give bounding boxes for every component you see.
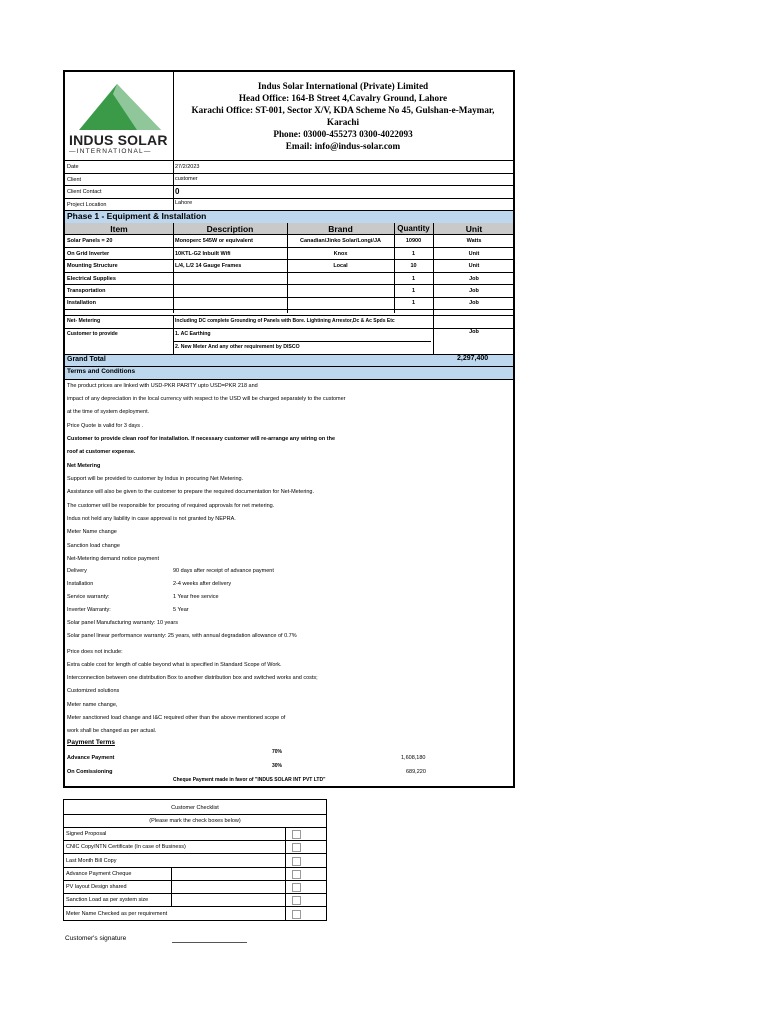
checkbox[interactable] (292, 910, 301, 919)
row-unit: Job (469, 300, 479, 306)
checkbox[interactable] (292, 870, 301, 879)
checklist-item: CNIC Copy/NTN Certificate (In case of Business) (66, 844, 186, 850)
provide-item-1: 1. AC Earthing (175, 331, 211, 337)
client-value: customer (175, 176, 198, 182)
exclude-line: work shall be changed as per actual. (67, 728, 157, 734)
net-metering-title: Net Metering (67, 463, 101, 469)
row-description: Monoperc 545W or equivalent (175, 238, 253, 244)
project-location-label: Project Location (67, 202, 107, 208)
row-item: Installation (67, 300, 97, 306)
checklist-title: Customer Checklist (171, 805, 219, 811)
kv-value: 2-4 weeks after delivery (173, 581, 232, 587)
row-quantity: 1 (411, 276, 416, 282)
phone: Phone: 03000-455273 0300-4022093 (273, 129, 413, 139)
karachi-office-city: Karachi (326, 117, 360, 127)
row-unit: Job (469, 276, 479, 282)
exclude-line: Price does not include: (67, 649, 123, 655)
quotation-sheet (63, 70, 515, 788)
net-metering-label: Net- Metering (67, 318, 101, 324)
kv-value: 90 days after receipt of advance payment (173, 568, 274, 574)
company-header (173, 72, 513, 160)
header-unit: Unit (465, 224, 483, 234)
logo-subtext: —INTERNATIONAL— (69, 148, 152, 155)
net-line: Indus not held any liability in case approval is not granted by NEPRA. (67, 516, 236, 522)
net-line: Sanction load change (67, 543, 120, 549)
net-metering-note: Including DC complete Grounding of Panels with Bore. Lightining Arrestor,Dc & Ac Spds Etc (175, 318, 395, 324)
checklist-item: Meter Name Checked as per requirement (66, 911, 168, 917)
terms-line: impact of any depreciation in the local currency with respect to the USD will be charged separately to the customer (67, 396, 346, 402)
advance-payment-amount: 1,608,180 (401, 755, 426, 761)
cheque-note: Cheque Payment made in favor of "INDUS SOLAR INT PVT LTD" (173, 777, 326, 783)
terms-title: Terms and Conditions (67, 368, 136, 375)
commissioning-label: On Comissioning (67, 769, 113, 775)
commissioning-percent: 30% (272, 763, 283, 769)
phase-title: Phase 1 - Equipment & Installation (67, 211, 207, 221)
client-label: Client (67, 177, 82, 183)
provide-item-2: 2. New Meter And any other requirement by DISCO (175, 344, 300, 350)
row-unit: Unit (468, 263, 480, 269)
row-item: Mounting Structure (67, 263, 118, 269)
project-location-value: Lahore (175, 200, 193, 206)
net-line: Net-Metering demand notice payment (67, 556, 160, 562)
checklist-item: Last Month Bill Copy (66, 858, 117, 864)
exclude-line: Meter name change, (67, 702, 118, 708)
terms-band (65, 366, 513, 380)
phase-band (65, 210, 513, 224)
checklist-item: Advance Payment Cheque (66, 871, 132, 877)
checklist-item: Sanction Load as per system size (66, 897, 149, 903)
date-value: 27/2/2023 (175, 164, 200, 170)
exclude-line: Interconnection between one distribution Box to another distribution box and switched works and costs; (67, 675, 318, 681)
header-brand: Brand (328, 224, 353, 234)
net-metering-unit: Job (469, 329, 479, 335)
row-quantity: 10 (410, 263, 417, 269)
advance-payment-percent: 70% (272, 749, 283, 755)
net-line: Support will be provided to customer by Indus in procuring Net Metering. (67, 476, 244, 482)
row-quantity: 1 (411, 251, 416, 257)
warranty-line: Solar panel Manufacturing warranty: 10 years (67, 620, 178, 626)
company-name: Indus Solar International (Private) Limited (257, 81, 429, 91)
terms-line: Price Quote is valid for 3 days . (67, 423, 144, 429)
row-item: Transportation (67, 288, 106, 294)
grand-total-label: Grand Total (67, 356, 106, 363)
checkbox[interactable] (292, 830, 301, 839)
net-line: Assistance will also be given to the customer to prepare the required documentation for Net-Metering. (67, 489, 315, 495)
grand-total-value: 2,297,400 (457, 355, 489, 362)
exclude-line: Extra cable cost for length of cable beyond what is specified in Standard Scope of Work. (67, 662, 282, 668)
net-line: Meter Name change (67, 529, 117, 535)
checkbox[interactable] (292, 857, 301, 866)
terms-line: at the time of system deployment. (67, 409, 150, 415)
row-item: Electrical Supplies (67, 276, 116, 282)
terms-line: The product prices are linked with USD-PKR PARITY upto USD=PKR 218 and (67, 383, 258, 389)
signature-label: Customer's signature (65, 935, 127, 942)
kv-label: Installation (67, 581, 94, 587)
signature-line[interactable] (172, 942, 247, 943)
checklist-item: PV layout Design shared (66, 884, 127, 890)
client-contact-value: 0 (175, 187, 180, 196)
karachi-office: Karachi Office: ST-001, Sector X/V, KDA Scheme No 45, Gulshan-e-Maymar, (191, 105, 495, 115)
roof-note: roof at customer expense. (67, 449, 136, 455)
row-brand: Local (333, 263, 348, 269)
header-quantity: Quantity (397, 224, 430, 233)
kv-label: Inverter Warranty: (67, 607, 111, 613)
kv-value: 5 Year (173, 607, 189, 613)
email: Email: info@indus-solar.com (285, 141, 401, 151)
head-office: Head Office: 164-B Street 4,Cavalry Ground, Lahore (238, 93, 448, 103)
kv-label: Delivery (67, 568, 87, 574)
kv-label: Service warranty: (67, 594, 110, 600)
row-brand: Canadian/Jinko Solar/Longi/JA (300, 238, 381, 244)
checkbox[interactable] (292, 883, 301, 892)
payment-terms-title: Payment Terms (67, 739, 115, 746)
row-description: 10KTL-G2 Inbuilt Wifi (175, 251, 231, 257)
row-quantity: 10900 (405, 238, 422, 244)
logo-text: INDUS SOLAR (69, 132, 168, 148)
row-unit: Job (469, 288, 479, 294)
kv-value: 1 Year free service (173, 594, 219, 600)
customer-checklist (63, 799, 327, 921)
company-logo (65, 72, 174, 160)
net-line: The customer will be responsible for procuring of required approvals for net metering. (67, 503, 275, 509)
row-description: L/4, L/2 14 Gauge Frames (175, 263, 242, 269)
advance-payment-label: Advance Payment (67, 755, 115, 761)
row-unit: Watts (466, 238, 482, 244)
row-quantity: 1 (411, 288, 416, 294)
checkbox[interactable] (292, 896, 301, 905)
exclude-line: Customized solutions (67, 688, 120, 694)
row-quantity: 1 (411, 300, 416, 306)
row-item: On Grid Inverter (67, 251, 110, 257)
roof-note: Customer to provide clean roof for installation. If necessary customer will re-arrange any wiring on the (67, 436, 336, 442)
row-unit: Unit (468, 251, 480, 257)
header-description: Description (206, 224, 254, 234)
client-contact-label: Client Contact (67, 189, 102, 195)
checkbox[interactable] (292, 843, 301, 852)
row-item: Solar Panels = 20 (67, 238, 113, 244)
checklist-item: Signed Proposal (66, 831, 107, 837)
warranty-line: Solar panel linear performance warranty: 25 years, with annual degradation allowance of 0.7% (67, 633, 297, 639)
date-label: Date (67, 164, 79, 170)
header-item: Item (110, 224, 128, 234)
exclude-line: Meter sanctioned load change and I&C required other than the above mentioned scope of (67, 715, 286, 721)
customer-provide-label: Customer to provide (67, 331, 118, 337)
commissioning-amount: 689,220 (406, 769, 426, 775)
row-brand: Knox (333, 251, 348, 257)
checklist-subtitle: (Please mark the check boxes below) (149, 818, 241, 824)
